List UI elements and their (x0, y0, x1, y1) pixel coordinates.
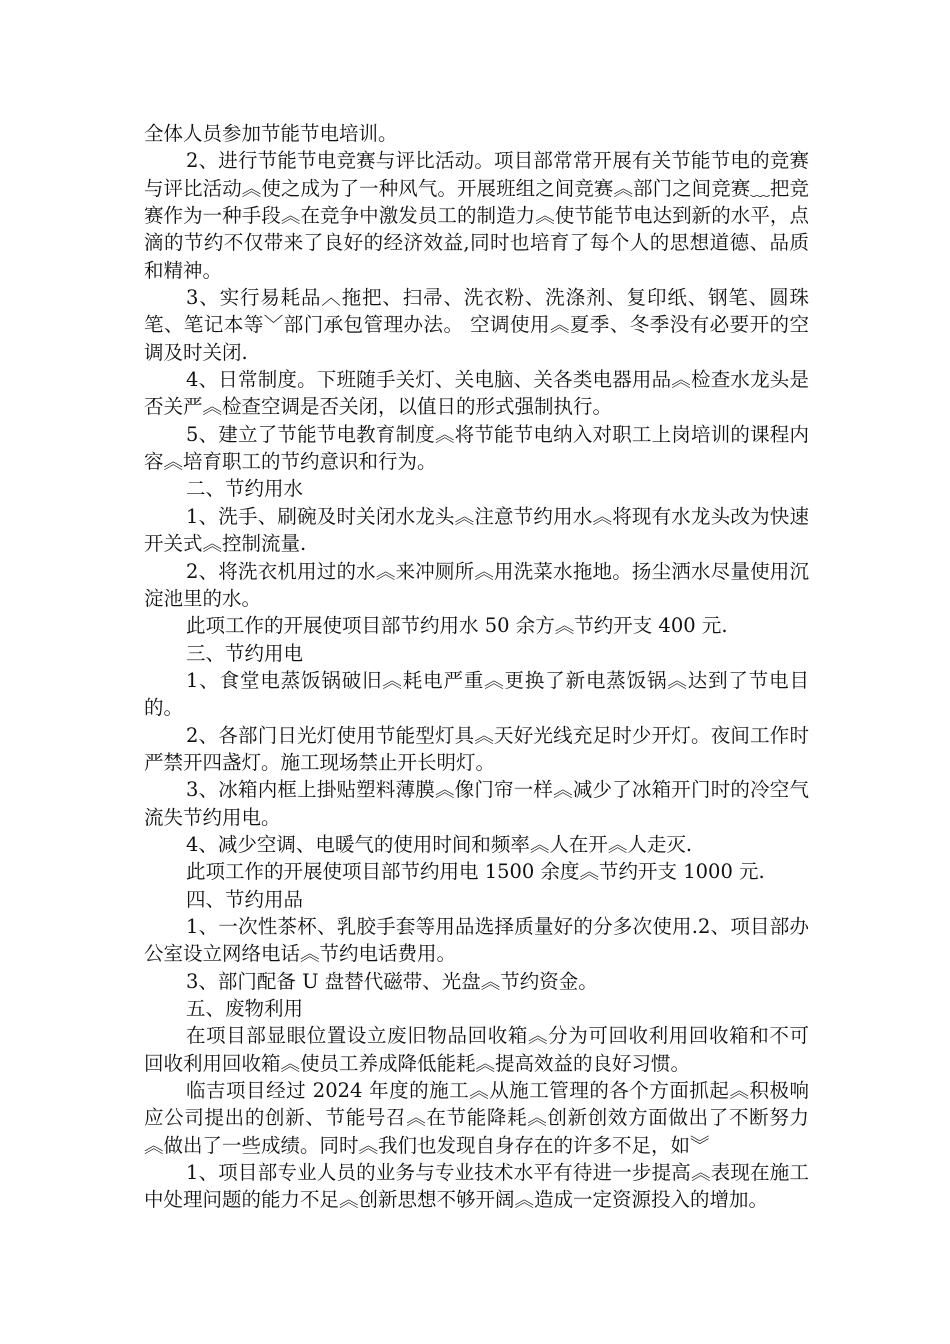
paragraph-11: 2、各部门日光灯使用节能型灯具︽天好光线充足时少开灯。夜间工作时严禁开四盏灯。施工现场禁止开长明灯。 (144, 723, 809, 774)
paragraph-20: 临吉项目经过 2024 年度的施工︽从施工管理的各个方面抓起︽积极响应公司提出的创新、节能号召︽在节能降耗︽创新创效方面做出了不断努力︽做出了一些成绩。同时︽我们也发现自身存在的许多不足，如︾ (144, 1079, 809, 1157)
paragraph-10: 1、食堂电蒸饭锅破旧︽耗电严重︽更换了新电蒸饭锅︽达到了节电目的。 (144, 668, 809, 720)
paragraph-4: 5、建立了节能节电教育制度︽将节能节电纳入对职工上岗培训的课程内容︽培育职工的节约意识和行为。 (144, 422, 809, 474)
paragraph-19: 在项目部显眼位置设立废旧物品回收箱︽分为可回收利用回收箱和不可回收利用回收箱︽使员工养成降低能耗︽提高效益的良好习惯。 (144, 1024, 809, 1075)
paragraph-12: 3、冰箱内框上掛贴塑料薄膜︽像门帘一样︽减少了冰箱开门时的冷空气流失节约用电。 (144, 778, 809, 829)
paragraph-16: 1、一次性茶杯、乳胶手套等用品选择质量好的分多次使用.2、项目部办公室设立网络电话︽节约电话费用。 (144, 914, 809, 966)
section-heading-electricity: 三、节约用电 (186, 641, 304, 665)
paragraph-7: 2、将洗衣机用过的水︽来冲厕所︽用洗菜水拖地。扬尘洒水尽量使用沉淀池里的水。 (144, 559, 809, 610)
paragraph-6: 1、洗手、刷碗及时关闭水龙头︽注意节约用水︽将现有水龙头改为快速开关式︽控制流量. (144, 504, 809, 556)
section-heading-supplies: 四、节约用品 (186, 887, 304, 911)
paragraph-21: 1、项目部专业人员的业务与专业技术水平有待进一步提高︽表现在施工中处理问题的能力不足︽创新思想不够开阔︽造成一定资源投入的增加。 (144, 1161, 809, 1212)
paragraph-3: 4、日常制度。下班随手关灯、关电脑、关各类电器用品︽检查水龙头是否关严︽检查空调是否关闭，以值日的形式强制执行。 (144, 368, 809, 419)
document-body (144, 120, 809, 1214)
section-heading-recycling: 五、废物利用 (186, 997, 304, 1020)
section-heading-water: 二、节约用水 (186, 477, 304, 501)
paragraph-17: 3、部门配备 U 盘替代磁带、光盘︽节约资金。 (186, 969, 598, 993)
paragraph-0: 全体人员参加节能节电培训。 (144, 122, 398, 145)
paragraph-8: 此项工作的开展使项目部节约用水 50 余方︽节约开支 400 元. (186, 614, 728, 638)
paragraph-2: 3、实行易耗品︿拖把、扫帚、洗衣粉、洗涤剂、复印纸、钢笔、圆珠笔、笔记本等﹀部门承包管理办法。 空调使用︽夏季、冬季没有必要开的空调及时关闭. (144, 286, 809, 364)
paragraph-13: 4、减少空调、电暖气的使用时间和频率︽人在开︽人走灭. (186, 832, 693, 856)
paragraph-1: 2、进行节能节电竞赛与评比活动。项目部常常开展有关节能节电的竞赛与评比活动︽使之成为了一种风气。开展班组之间竞赛︽部门之间竞赛﹏把竞赛作为一种手段︽在竞争中激发员工的制造力︽使节能节电达到新的水平，点滴的节约不仅带来了良好的经济效益,同时也培育了每个人的思想道德、品质和精神。 (144, 149, 809, 282)
paragraph-14: 此项工作的开展使项目部节约用电 1500 余度︽节约开支 1000 元. (186, 860, 765, 884)
